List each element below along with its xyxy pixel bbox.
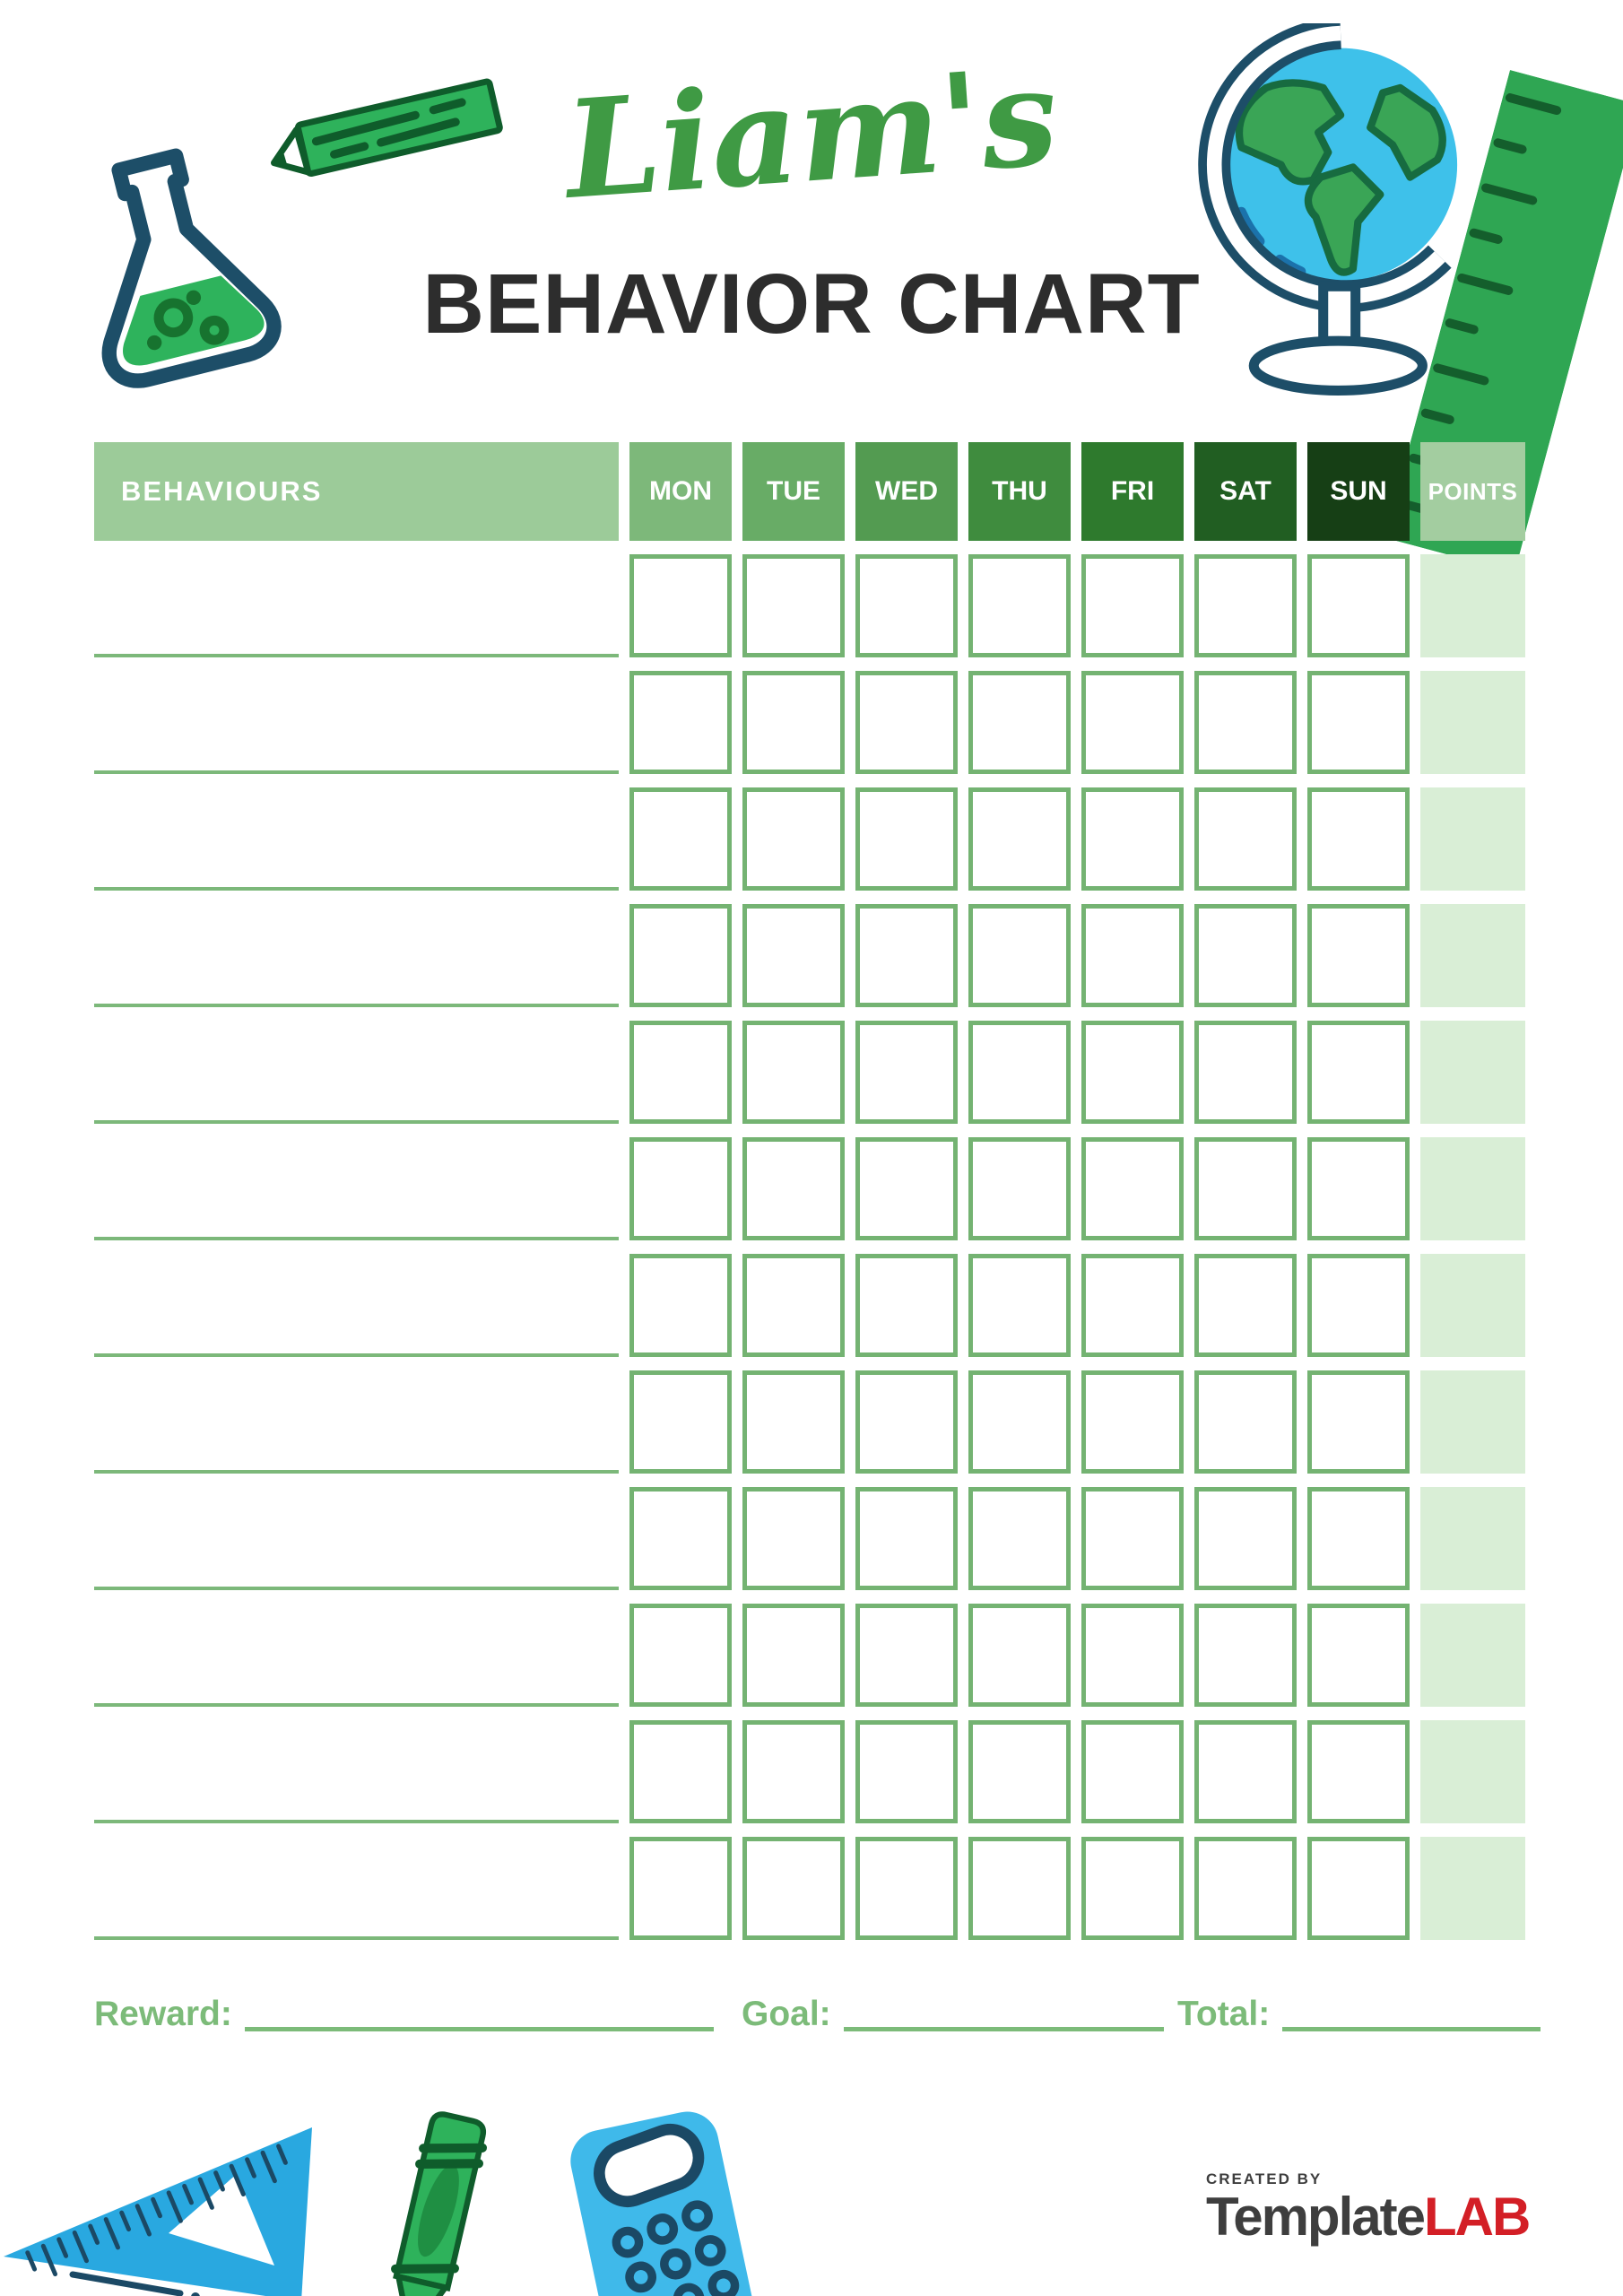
total-field [1177,1995,1541,2031]
behaviour-line[interactable] [94,904,619,1007]
day-header-wed: WED [855,442,958,541]
checkbox-wed[interactable] [855,671,958,774]
checkbox-wed[interactable] [855,1487,958,1590]
points-cell[interactable] [1420,1604,1525,1707]
checkbox-sun[interactable] [1307,904,1410,1007]
behavior-table [94,442,1525,1940]
points-cell[interactable] [1420,554,1525,657]
checkbox-tue[interactable] [742,1137,845,1240]
checkbox-tue[interactable] [742,1370,845,1474]
templatelab-logo [1206,2170,1529,2245]
checkbox-tue[interactable] [742,1254,845,1357]
checkbox-sat[interactable] [1194,1837,1297,1940]
checkbox-wed[interactable] [855,787,958,891]
total-label: Total: [1177,1995,1271,2033]
checkbox-thu[interactable] [968,1254,1071,1357]
points-cell[interactable] [1420,787,1525,891]
total-blank-line[interactable] [1282,1995,1541,2031]
checkbox-thu[interactable] [968,1021,1071,1124]
goal-blank-line[interactable] [844,1995,1164,2031]
behaviour-line[interactable] [94,1370,619,1474]
checkbox-wed[interactable] [855,554,958,657]
checkbox-thu[interactable] [968,1487,1071,1590]
checkbox-mon[interactable] [629,787,732,891]
checkbox-thu[interactable] [968,1137,1071,1240]
checkbox-sat[interactable] [1194,787,1297,891]
behaviour-line[interactable] [94,1137,619,1240]
brand-main: Template [1206,2187,1424,2247]
checkbox-tue[interactable] [742,671,845,774]
points-cell[interactable] [1420,1487,1525,1590]
calculator-icon [546,2092,779,2296]
crayon-icon [360,2100,512,2296]
checkbox-tue[interactable] [742,1487,845,1590]
day-header-mon: MON [629,442,732,541]
checkbox-mon[interactable] [629,1254,732,1357]
set-square-icon [0,2122,337,2296]
points-cell[interactable] [1420,1137,1525,1240]
brand-accent: LAB [1423,2187,1530,2247]
behaviour-line[interactable] [94,554,619,657]
checkbox-mon[interactable] [629,1604,732,1707]
checkbox-sun[interactable] [1307,554,1410,657]
behaviour-line[interactable] [94,1487,619,1590]
checkbox-wed[interactable] [855,1021,958,1124]
checkbox-thu[interactable] [968,1604,1071,1707]
checkbox-sat[interactable] [1194,1137,1297,1240]
reward-label: Reward: [94,1995,232,2033]
checkbox-fri[interactable] [1081,787,1184,891]
checkbox-sat[interactable] [1194,554,1297,657]
checkbox-mon[interactable] [629,904,732,1007]
checkbox-fri[interactable] [1081,1137,1184,1240]
checkbox-fri[interactable] [1081,554,1184,657]
points-cell[interactable] [1420,1254,1525,1357]
checkbox-fri[interactable] [1081,904,1184,1007]
checkbox-sun[interactable] [1307,787,1410,891]
checkbox-sun[interactable] [1307,1487,1410,1590]
checkbox-thu[interactable] [968,554,1071,657]
behaviour-line[interactable] [94,671,619,774]
day-header-sat: SAT [1194,442,1297,541]
checkbox-thu[interactable] [968,787,1071,891]
checkbox-sat[interactable] [1194,1487,1297,1590]
checkbox-sat[interactable] [1194,1021,1297,1124]
goal-field [742,1995,1164,2031]
behaviour-line[interactable] [94,1021,619,1124]
checkbox-wed[interactable] [855,1370,958,1474]
checkbox-thu[interactable] [968,904,1071,1007]
checkbox-sun[interactable] [1307,1837,1410,1940]
checkbox-mon[interactable] [629,1837,732,1940]
checkbox-mon[interactable] [629,671,732,774]
behaviour-line[interactable] [94,1837,619,1940]
points-cell[interactable] [1420,671,1525,774]
checkbox-mon[interactable] [629,1370,732,1474]
checkbox-sat[interactable] [1194,1370,1297,1474]
checkbox-tue[interactable] [742,787,845,891]
behaviours-header: BEHAVIOURS [94,442,619,541]
checkbox-tue[interactable] [742,1837,845,1940]
points-cell[interactable] [1420,1021,1525,1124]
day-header-thu: THU [968,442,1071,541]
checkbox-sat[interactable] [1194,1254,1297,1357]
checkbox-fri[interactable] [1081,1604,1184,1707]
checkbox-thu[interactable] [968,671,1071,774]
checkbox-sat[interactable] [1194,1604,1297,1707]
checkbox-wed[interactable] [855,1837,958,1940]
checkbox-sat[interactable] [1194,904,1297,1007]
checkbox-tue[interactable] [742,1720,845,1823]
checkbox-sun[interactable] [1307,671,1410,774]
checkbox-wed[interactable] [855,1254,958,1357]
behaviour-line[interactable] [94,1254,619,1357]
checkbox-mon[interactable] [629,1487,732,1590]
points-header: POINTS [1420,442,1525,541]
checkbox-tue[interactable] [742,904,845,1007]
checkbox-sun[interactable] [1307,1254,1410,1357]
checkbox-thu[interactable] [968,1370,1071,1474]
checkbox-wed[interactable] [855,1604,958,1707]
behaviour-line[interactable] [94,1720,619,1823]
checkbox-fri[interactable] [1081,1720,1184,1823]
checkbox-sun[interactable] [1307,1604,1410,1707]
day-header-tue: TUE [742,442,845,541]
checkbox-fri[interactable] [1081,671,1184,774]
checkbox-mon[interactable] [629,1021,732,1124]
checkbox-sun[interactable] [1307,1137,1410,1240]
points-cell[interactable] [1420,1837,1525,1940]
checkbox-sun[interactable] [1307,1720,1410,1823]
behaviour-line[interactable] [94,1604,619,1707]
checkbox-thu[interactable] [968,1720,1071,1823]
goal-label: Goal: [742,1995,831,2033]
checkbox-fri[interactable] [1081,1487,1184,1590]
checkbox-wed[interactable] [855,1720,958,1823]
child-name: Liam's [560,38,1063,230]
checkbox-mon[interactable] [629,1137,732,1240]
checkbox-wed[interactable] [855,904,958,1007]
checkbox-sun[interactable] [1307,1370,1410,1474]
checkbox-tue[interactable] [742,554,845,657]
checkbox-fri[interactable] [1081,1370,1184,1474]
checkbox-thu[interactable] [968,1837,1071,1940]
checkbox-mon[interactable] [629,1720,732,1823]
checkbox-fri[interactable] [1081,1837,1184,1940]
created-by-label: CREATED BY [1206,2170,1323,2187]
page-title: BEHAVIOR CHART [422,257,1201,352]
reward-blank-line[interactable] [245,1995,714,2031]
reward-field [94,1995,714,2031]
checkbox-tue[interactable] [742,1021,845,1124]
points-cell[interactable] [1420,1720,1525,1823]
behaviour-line[interactable] [94,787,619,891]
checkbox-sat[interactable] [1194,1720,1297,1823]
checkbox-fri[interactable] [1081,1021,1184,1124]
checkbox-fri[interactable] [1081,1254,1184,1357]
checkbox-sun[interactable] [1307,1021,1410,1124]
day-header-sun: SUN [1307,442,1410,541]
points-cell[interactable] [1420,904,1525,1007]
checkbox-tue[interactable] [742,1604,845,1707]
day-header-fri: FRI [1081,442,1184,541]
checkbox-wed[interactable] [855,1137,958,1240]
points-cell[interactable] [1420,1370,1525,1474]
checkbox-sat[interactable] [1194,671,1297,774]
checkbox-mon[interactable] [629,554,732,657]
